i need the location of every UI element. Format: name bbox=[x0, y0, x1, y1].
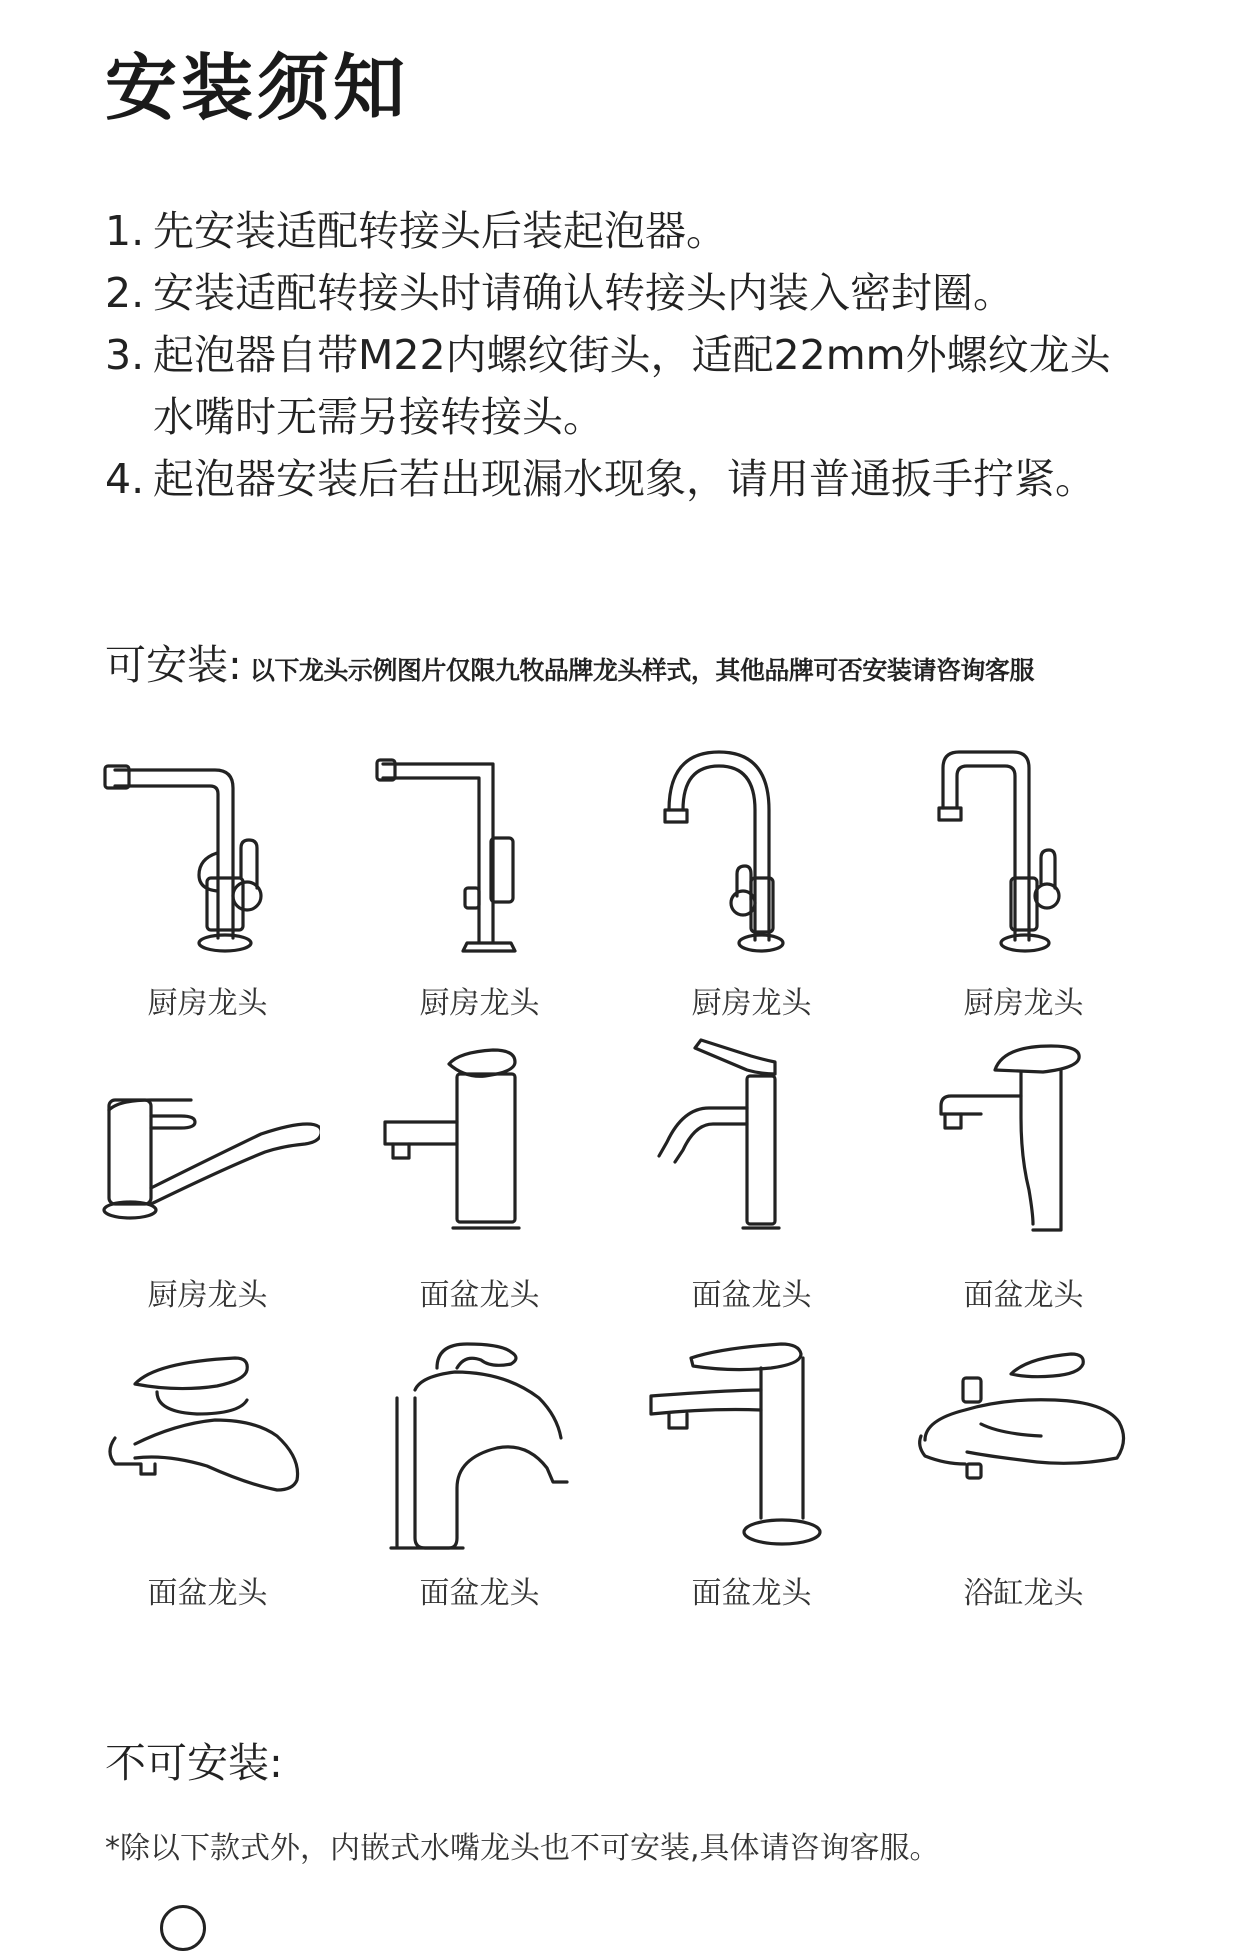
page-title: 安装须知 bbox=[105, 46, 410, 130]
faucet-item bbox=[95, 1030, 320, 1314]
faucet-label: 面盆龙头 bbox=[147, 1576, 268, 1611]
kitchen-faucet-square-icon bbox=[367, 738, 592, 968]
note-number: 1. bbox=[105, 207, 145, 255]
faucet-item bbox=[911, 1030, 1136, 1314]
note-text: 起泡器安装后若出现漏水现象，请用普通扳手拧紧。 bbox=[153, 455, 1096, 503]
basin-faucet-square-icon bbox=[367, 1030, 592, 1260]
not-installable-section bbox=[105, 1730, 940, 1867]
kitchen-faucet-long-spout-icon bbox=[95, 1030, 320, 1260]
basin-faucet-curved-icon bbox=[639, 1030, 864, 1260]
faucet-label: 浴缸龙头 bbox=[963, 1576, 1084, 1611]
basin-faucet-lever-icon bbox=[911, 1030, 1136, 1260]
note-text: 先安装适配转接头后装起泡器。 bbox=[153, 207, 727, 255]
note-item bbox=[105, 200, 1145, 262]
installable-header bbox=[105, 632, 1034, 691]
note-item bbox=[105, 448, 1145, 510]
kitchen-faucet-hook-icon bbox=[911, 738, 1136, 968]
faucet-label: 厨房龙头 bbox=[419, 986, 540, 1021]
faucet-item bbox=[639, 738, 864, 1022]
not-installable-label: 不可安装: bbox=[105, 1739, 283, 1787]
faucet-item bbox=[367, 1328, 592, 1612]
faucet-label: 面盆龙头 bbox=[419, 1576, 540, 1611]
note-number: 4. bbox=[105, 455, 145, 503]
cutoff-circle-icon bbox=[160, 1905, 206, 1951]
note-text: 安装适配转接头时请确认转接头内装入密封圈。 bbox=[153, 269, 1014, 317]
faucet-item bbox=[95, 738, 320, 1022]
faucet-label: 面盆龙头 bbox=[691, 1576, 812, 1611]
faucet-item bbox=[911, 738, 1136, 1022]
basin-faucet-flat-icon bbox=[639, 1328, 864, 1558]
faucet-item bbox=[95, 1328, 320, 1612]
basin-faucet-arch-icon bbox=[367, 1328, 592, 1558]
faucet-label: 厨房龙头 bbox=[147, 1278, 268, 1313]
faucet-item bbox=[911, 1328, 1136, 1612]
faucet-item bbox=[367, 738, 592, 1022]
note-number: 3. bbox=[105, 331, 145, 379]
note-number: 2. bbox=[105, 269, 145, 317]
install-notes bbox=[105, 200, 1145, 510]
faucet-item bbox=[639, 1030, 864, 1314]
faucet-label: 厨房龙头 bbox=[147, 986, 268, 1021]
faucet-item bbox=[367, 1030, 592, 1314]
not-installable-note: *除以下款式外，内嵌式水嘴龙头也不可安装,具体请咨询客服。 bbox=[105, 1831, 940, 1866]
installable-label: 可安装: bbox=[105, 641, 242, 689]
faucet-label: 厨房龙头 bbox=[691, 986, 812, 1021]
faucet-label: 厨房龙头 bbox=[963, 986, 1084, 1021]
note-item bbox=[105, 324, 1145, 448]
bathtub-faucet-icon bbox=[911, 1328, 1136, 1558]
kitchen-faucet-pull-icon bbox=[95, 738, 320, 968]
faucet-label: 面盆龙头 bbox=[419, 1278, 540, 1313]
kitchen-faucet-gooseneck-icon bbox=[639, 738, 864, 968]
note-text: 起泡器自带M22内螺纹街头，适配22mm外螺纹龙头水嘴时无需另接转接头。 bbox=[153, 331, 1111, 441]
basin-faucet-deck-icon bbox=[95, 1328, 320, 1558]
note-item bbox=[105, 262, 1145, 324]
faucet-label: 面盆龙头 bbox=[963, 1278, 1084, 1313]
faucet-label: 面盆龙头 bbox=[691, 1278, 812, 1313]
faucet-item bbox=[639, 1328, 864, 1612]
installable-note: 以下龙头示例图片仅限九牧品牌龙头样式，其他品牌可否安装请咨询客服 bbox=[249, 656, 1034, 685]
